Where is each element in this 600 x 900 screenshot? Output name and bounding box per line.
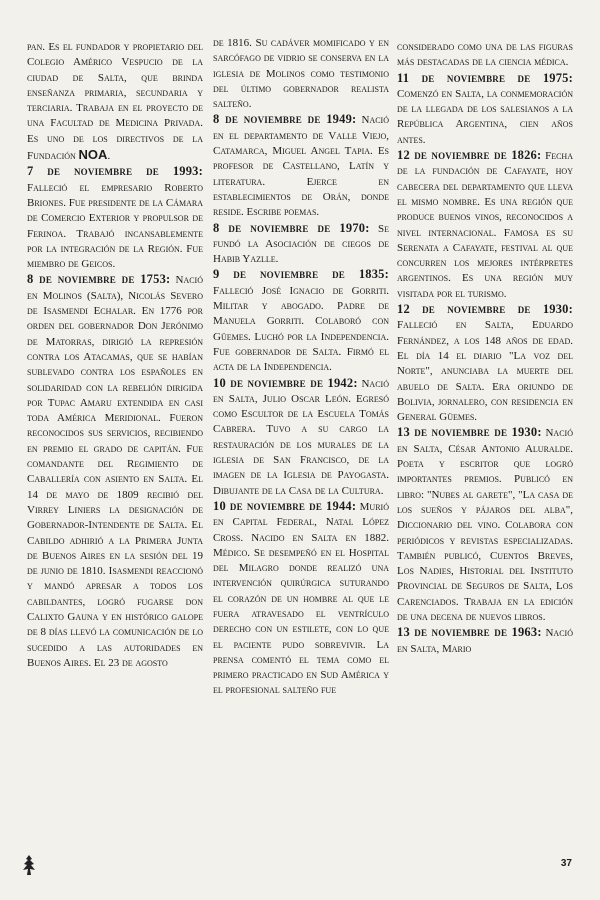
- entry-text: Falleció en Salta, Eduardo Fernández, a los 148 años de edad. El día 14 el diario "La voz del Norte", anunciaba la muerte del abuelo de Salta. Era oriundo de Bolivia, jornalero, con residencia en General Güemes.: [397, 319, 573, 424]
- intro-text: pan. Es el fundador y propietario del Colegio Américo Vespucio de la ciudad de Salta, que brinda enseñanza primaria, secundaria y terciaria. Trabaja en el proyecto de una Facultad de Medicina Privada. Es uno de los directivos de la Fundación: [27, 41, 203, 163]
- intro-end: .: [107, 150, 111, 163]
- intro-noa: NOA: [78, 147, 108, 163]
- entry-text: Comenzó en Salta, la conmemoración de la llegada de los salesianos a la República Argentina, cien años antes.: [397, 87, 573, 146]
- entry-text: Nació en Molinos (Salta), Nicolás Severo de Isasmendi Echalar. En 1776 por orden del gobernador Don Jerónimo de Matorras, dirigió la represión contra los Atacamas, que se habían sublevado contra los españoles en solidaridad con la rebelión dirigida por Tupac Amaru extendida en casi toda América Meridional. Fueron reconocidos sus servicios, recibiendo en premio el grado de capitán. Fue comandante del Regimiento de Caballería con asiento en Salta. El 14 de mayo de 1809 recibió del Virrey Liniers la designación de Gobernador-Intendente de Salta. El Cabildo adhirió a la Primera Junta de Buenos Aires en la sesión del 19 de junio de 1810. Isasmendi reaccionó y mandó apresar a todos los cabildantes, logró fugarse don Calixto Gauna y en histórico galope de 8 días llevó la comunicación de lo sucedido a las autoridades en Buenos Aires. El 23 de agosto: [27, 274, 203, 669]
- entry-date: 8 de noviembre de 1753:: [27, 272, 171, 287]
- entry-1930-11-12: [397, 302, 573, 425]
- continued-text: considerado como una de las figuras más destacadas de la ciencia médica.: [397, 41, 573, 69]
- entry-1835-11-09: [213, 267, 389, 375]
- entry-text: Falleció el empresario Roberto Briones. Fue presidente de la Cámara de Comercio Exterior y propulsor de Ferinoa. Trabajó incansablemente por la integración de la Región. Fue miembro de Geicos.: [27, 181, 203, 271]
- column-middle: [213, 36, 389, 699]
- entry-date: 8 de noviembre de 1949:: [213, 112, 357, 127]
- entry-date: 7 de noviembre de 1993:: [27, 164, 203, 179]
- entry-text: Falleció José Ignacio de Gorriti. Militar y abogado. Padre de Manuela Gorriti. Colaboró con Güemes. Luchó por la Independencia. Fue gobernador de Salta. Firmó el acta de la Independencia.: [213, 284, 389, 374]
- entry-1753-11-08: [27, 272, 203, 671]
- entry-date: 10 de noviembre de 1942:: [213, 375, 358, 390]
- intro-paragraph: [27, 40, 203, 164]
- entry-date: 12 de noviembre de 1826:: [397, 148, 542, 163]
- entry-date: 9 de noviembre de 1835:: [213, 267, 389, 282]
- entry-1826-11-12: [397, 148, 573, 302]
- entry-1930-11-13: [397, 425, 573, 625]
- entry-date: 10 de noviembre de 1944:: [213, 498, 357, 513]
- column-right: [397, 40, 573, 657]
- entry-1944-11-10: [213, 499, 389, 699]
- continued-text: de 1816. Su cadáver momificado y en sarcófago de vidrio se conserva en la iglesia de Molinos como testimonio del último gobernador realista salteño.: [213, 37, 389, 111]
- entry-1993-11-07: [27, 164, 203, 272]
- entry-1949-11-08: [213, 112, 389, 220]
- entry-text: Nació en Salta, Mario: [397, 627, 573, 655]
- entry-text: Nació en Salta, César Antonio Aluralde. Poeta y escritor que logró importantes premios. Publicó en libro: "Nubes al garete", "La casa de los sueños y pájaros del alba", Diccionario del vino. Colabora con periódicos y revistas especializadas. También publicó, Cuentos Breves, Los Nadies, Historial del Instituto Provincial de Seguros de Salta, Los Carenciados. Trabaja en la edición de una decena de nuevos libros.: [397, 427, 573, 623]
- entry-date: 13 de noviembre de 1930:: [397, 425, 542, 440]
- entry-text: Fecha de la fundación de Cafayate, hoy cabecera del departamento que lleva el mismo nombre. Es una región que produce buenos vinos, reconocidos a nivel internacional. Famosa es su Serenata a Cafayate, festival al que concurren los mejores intérpretes argentinos. Es una región muy visitada por el turismo.: [397, 150, 573, 300]
- publisher-logo-icon: [22, 854, 36, 876]
- entry-text: Murió en Capital Federal, Natal López Cross. Nacido en Salta en 1882. Médico. Se desempeñó en el Hospital del Milagro donde realizó una intervención quirúrgica suturando el corazón de un hombre al que le fuera atravesado el ventrículo derecho con un estilete, con lo que el paciente pudo sobrevivir. La prensa comentó el tema como el primero practicado en Sud América y el profesional salteño fue: [213, 500, 389, 697]
- column-left: [27, 40, 203, 671]
- entry-1970-11-08: [213, 221, 389, 268]
- entry-date: 8 de noviembre de 1970:: [213, 220, 370, 235]
- entry-text: Nació en Salta, Julio Oscar León. Egresó como Escultor de la Escuela Tomás Cabrera. Tuvo a su cargo la restauración de los murales de la iglesia de San Francisco, de la imagen de la Iglesia de Payogasta. Dibujante de la Casa de la Cultura.: [213, 377, 389, 497]
- entry-text: Nació en el departamento de Valle Viejo, Catamarca, Miguel Angel Tapia. Es profesor de Castellano, Latín y literatura. Ejerce en establecimientos de Orán, donde reside. Escribe poemas.: [213, 114, 389, 219]
- entry-text: Se fundó la Asociación de ciegos de Habib Yazlle.: [213, 222, 389, 266]
- entry-1963-11-13: [397, 625, 573, 657]
- continued-paragraph: [213, 36, 389, 112]
- continued-paragraph: [397, 40, 573, 71]
- entry-date: 11 de noviembre de 1975:: [397, 70, 573, 85]
- entry-date: 12 de noviembre de 1930:: [397, 302, 573, 317]
- entry-date: 13 de noviembre de 1963:: [397, 625, 542, 640]
- page-number: 37: [560, 858, 572, 869]
- entry-1942-11-10: [213, 376, 389, 499]
- entry-1975-11-11: [397, 71, 573, 148]
